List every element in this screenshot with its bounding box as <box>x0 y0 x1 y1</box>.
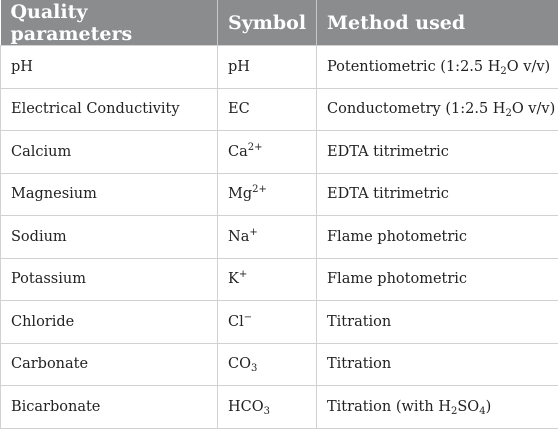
symbol-cell <box>218 131 317 174</box>
symbol-base: K <box>228 271 239 287</box>
method-text: Titration (with H <box>327 399 451 415</box>
symbol-base: Ca <box>228 144 248 160</box>
method-cell <box>317 88 558 131</box>
table-row <box>1 131 558 174</box>
method-text: EDTA titrimetric <box>327 186 449 202</box>
symbol-cell <box>218 88 317 131</box>
parameter-cell: Calcium <box>1 131 218 174</box>
table-header <box>1 0 558 46</box>
table-row <box>1 216 558 259</box>
symbol-superscript: 2+ <box>252 184 267 195</box>
symbol-cell <box>218 173 317 216</box>
table-body <box>1 46 558 429</box>
header-row <box>1 0 558 46</box>
method-cell <box>317 173 558 216</box>
method-text-end: ) <box>486 399 492 415</box>
parameter-cell: Carbonate <box>1 343 218 386</box>
parameter-cell: pH <box>1 46 218 89</box>
parameter-cell: Electrical Conductivity <box>1 88 218 131</box>
method-cell <box>317 301 558 344</box>
symbol-superscript: + <box>239 269 247 280</box>
symbol-cell <box>218 301 317 344</box>
symbol-base: CO <box>228 356 251 372</box>
method-text: Flame photometric <box>327 271 467 287</box>
parameter-cell: Bicarbonate <box>1 386 218 429</box>
method-subscript: 2 <box>500 66 506 77</box>
method-text-mid: SO <box>457 399 479 415</box>
parameter-cell: Magnesium <box>1 173 218 216</box>
symbol-superscript: 2+ <box>248 142 263 153</box>
table-row <box>1 46 558 89</box>
method-cell <box>317 258 558 301</box>
symbol-cell <box>218 46 317 89</box>
symbol-cell <box>218 258 317 301</box>
parameter-cell: Sodium <box>1 216 218 259</box>
symbol-superscript: − <box>244 312 252 323</box>
method-cell <box>317 216 558 259</box>
symbol-base: Mg <box>228 186 252 202</box>
table-row <box>1 343 558 386</box>
symbol-base: EC <box>228 101 250 117</box>
method-subscript-2: 4 <box>479 406 485 417</box>
method-text: EDTA titrimetric <box>327 144 449 160</box>
method-cell <box>317 386 558 429</box>
method-text-end: O v/v) <box>512 101 555 117</box>
method-text: Titration <box>327 356 391 372</box>
method-text: Potentiometric (1:2.5 H <box>327 59 500 75</box>
table-row <box>1 88 558 131</box>
symbol-superscript: + <box>249 227 257 238</box>
method-text-end: O v/v) <box>507 59 550 75</box>
method-text: Flame photometric <box>327 229 467 245</box>
symbol-base: HCO <box>228 399 264 415</box>
symbol-cell <box>218 343 317 386</box>
symbol-base: Na <box>228 229 249 245</box>
header-symbol: Symbol <box>218 0 317 46</box>
symbol-cell <box>218 386 317 429</box>
method-text: Conductometry (1:2.5 H <box>327 101 505 117</box>
table-row <box>1 386 558 429</box>
table-row <box>1 258 558 301</box>
parameter-cell: Potassium <box>1 258 218 301</box>
symbol-subscript: 3 <box>251 363 257 374</box>
method-cell <box>317 131 558 174</box>
method-cell <box>317 46 558 89</box>
parameter-cell: Chloride <box>1 301 218 344</box>
symbol-cell <box>218 216 317 259</box>
method-subscript: 2 <box>505 108 511 119</box>
table-row <box>1 173 558 216</box>
method-cell <box>317 343 558 386</box>
method-subscript: 2 <box>451 406 457 417</box>
symbol-subscript: 3 <box>264 406 270 417</box>
symbol-base: Cl <box>228 314 244 330</box>
header-method-used: Method used <box>317 0 558 46</box>
symbol-base: pH <box>228 59 250 75</box>
table-row <box>1 301 558 344</box>
method-text: Titration <box>327 314 391 330</box>
header-quality-parameters: Quality parameters <box>1 0 218 46</box>
